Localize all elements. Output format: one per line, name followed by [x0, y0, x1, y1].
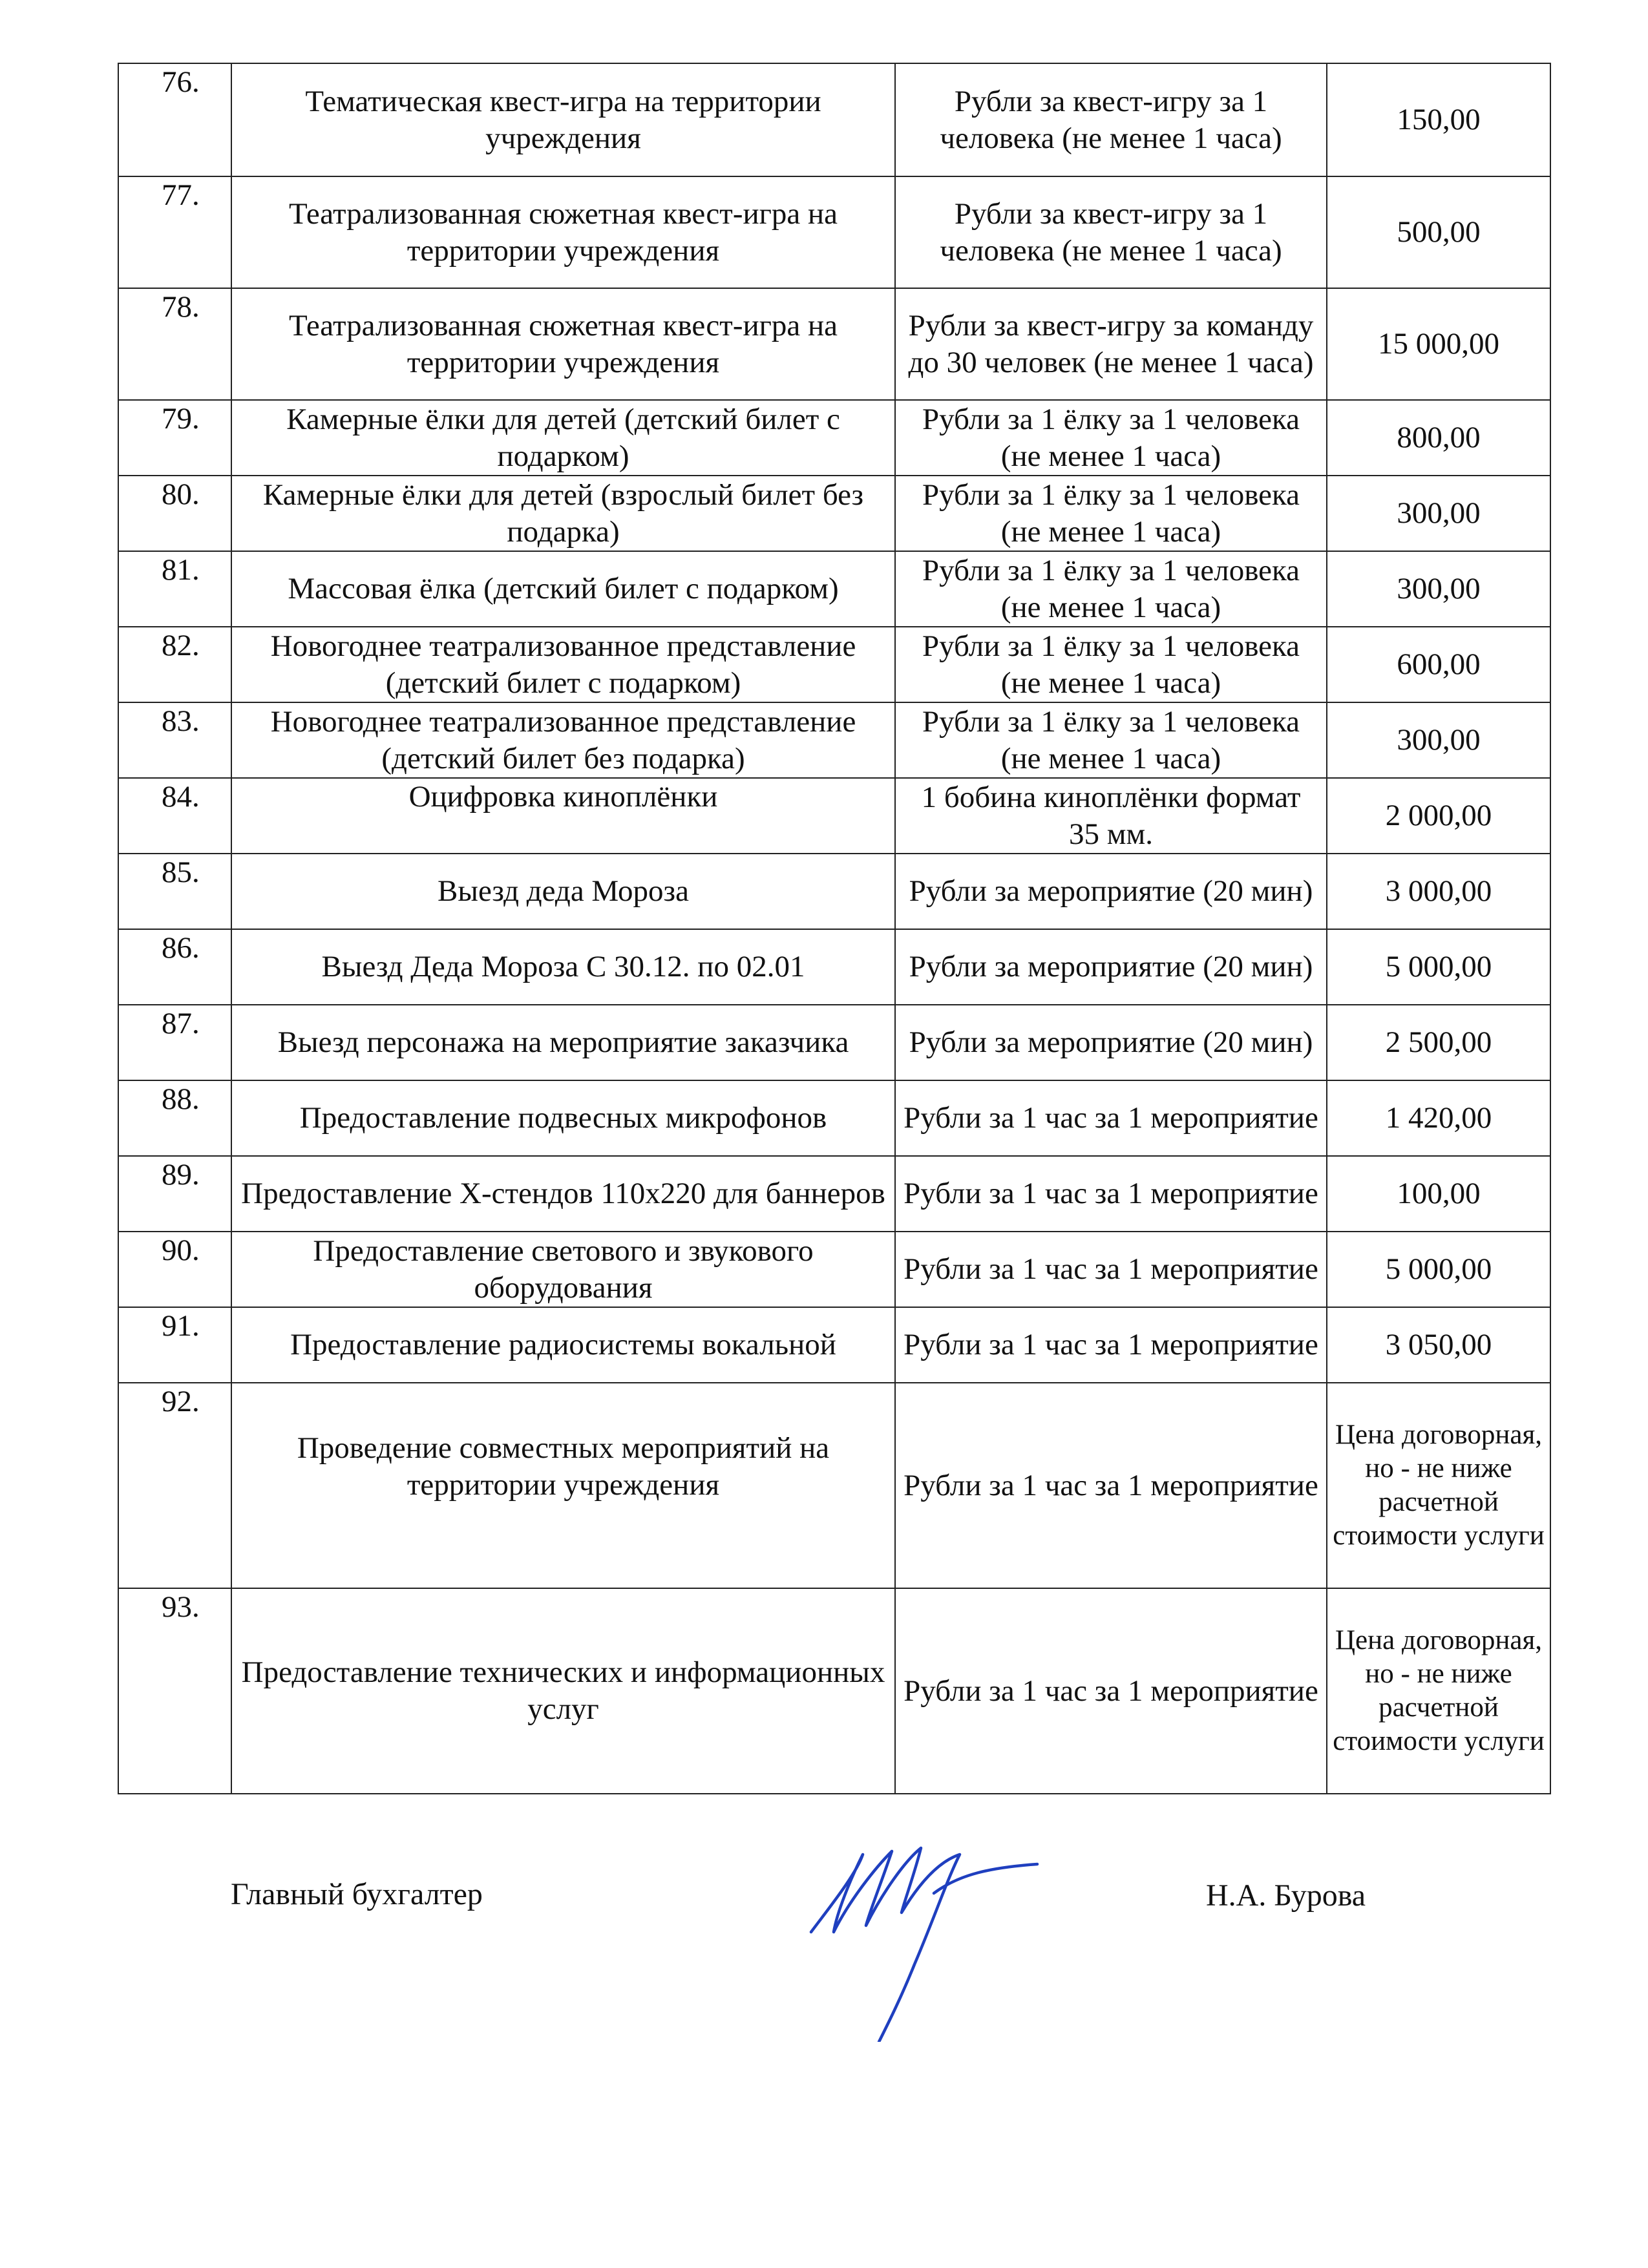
- row-number: 81.: [118, 551, 231, 627]
- table-row: [118, 1156, 1550, 1232]
- service-price: Цена договорная, но - не ниже расчетной стоимости услуги: [1327, 1383, 1550, 1588]
- row-number: 91.: [118, 1307, 231, 1383]
- table-row: [118, 400, 1550, 476]
- unit-of-measure: Рубли за 1 час за 1 мероприятие: [895, 1588, 1327, 1794]
- unit-of-measure: Рубли за 1 ёлку за 1 человека (не менее 1 часа): [895, 702, 1327, 778]
- signatory-name: Н.А. Бурова: [1206, 1878, 1366, 1913]
- table-row: [118, 1588, 1550, 1794]
- table-row: [118, 854, 1550, 929]
- service-price: 800,00: [1327, 400, 1550, 476]
- service-name: Предоставление технических и информационных услуг: [231, 1588, 895, 1794]
- service-price: 5 000,00: [1327, 929, 1550, 1005]
- signatory-role: Главный бухгалтер: [231, 1877, 483, 1911]
- service-name: Предоставление радиосистемы вокальной: [231, 1307, 895, 1383]
- table-row: [118, 627, 1550, 702]
- row-number: 88.: [118, 1080, 231, 1156]
- row-number: 82.: [118, 627, 231, 702]
- service-price: 600,00: [1327, 627, 1550, 702]
- unit-of-measure: Рубли за 1 час за 1 мероприятие: [895, 1156, 1327, 1232]
- row-number: 84.: [118, 778, 231, 854]
- row-number: 85.: [118, 854, 231, 929]
- service-price: 300,00: [1327, 551, 1550, 627]
- table-row: [118, 778, 1550, 854]
- row-number: 87.: [118, 1005, 231, 1080]
- row-number: 90.: [118, 1232, 231, 1307]
- unit-of-measure: Рубли за 1 час за 1 мероприятие: [895, 1232, 1327, 1307]
- table-row: [118, 1383, 1550, 1588]
- service-price: 2 000,00: [1327, 778, 1550, 854]
- service-price: 300,00: [1327, 476, 1550, 551]
- unit-of-measure: Рубли за мероприятие (20 мин): [895, 854, 1327, 929]
- row-number: 93.: [118, 1588, 231, 1794]
- table-row: [118, 176, 1550, 288]
- unit-of-measure: Рубли за 1 час за 1 мероприятие: [895, 1080, 1327, 1156]
- table-row: [118, 551, 1550, 627]
- unit-of-measure: Рубли за 1 ёлку за 1 человека (не менее 1 часа): [895, 400, 1327, 476]
- unit-of-measure: Рубли за мероприятие (20 мин): [895, 929, 1327, 1005]
- row-number: 80.: [118, 476, 231, 551]
- service-name: Выезд персонажа на мероприятие заказчика: [231, 1005, 895, 1080]
- table-row: [118, 1080, 1550, 1156]
- table-row: [118, 929, 1550, 1005]
- table-row: [118, 476, 1550, 551]
- unit-of-measure: Рубли за 1 час за 1 мероприятие: [895, 1307, 1327, 1383]
- service-name: Камерные ёлки для детей (детский билет с подарком): [231, 400, 895, 476]
- service-name: Проведение совместных мероприятий на территории учреждения: [231, 1383, 895, 1588]
- service-name: Массовая ёлка (детский билет с подарком): [231, 551, 895, 627]
- service-price: Цена договорная, но - не ниже расчетной стоимости услуги: [1327, 1588, 1550, 1794]
- unit-of-measure: Рубли за 1 ёлку за 1 человека (не менее 1 часа): [895, 476, 1327, 551]
- table-row: [118, 1232, 1550, 1307]
- row-number: 83.: [118, 702, 231, 778]
- service-price: 100,00: [1327, 1156, 1550, 1232]
- table-row: [118, 702, 1550, 778]
- service-name: Камерные ёлки для детей (взрослый билет без подарка): [231, 476, 895, 551]
- service-name: Выезд деда Мороза: [231, 854, 895, 929]
- service-price: 500,00: [1327, 176, 1550, 288]
- row-number: 89.: [118, 1156, 231, 1232]
- unit-of-measure: Рубли за квест-игру за 1 человека (не менее 1 часа): [895, 63, 1327, 176]
- row-number: 78.: [118, 288, 231, 400]
- unit-of-measure: Рубли за квест-игру за 1 человека (не менее 1 часа): [895, 176, 1327, 288]
- service-name: Новогоднее театрализованное представление (детский билет с подарком): [231, 627, 895, 702]
- service-price: 2 500,00: [1327, 1005, 1550, 1080]
- row-number: 79.: [118, 400, 231, 476]
- service-price: 3 050,00: [1327, 1307, 1550, 1383]
- row-number: 92.: [118, 1383, 231, 1588]
- price-table: [118, 63, 1551, 1794]
- service-price: 3 000,00: [1327, 854, 1550, 929]
- unit-of-measure: Рубли за 1 ёлку за 1 человека (не менее 1 часа): [895, 627, 1327, 702]
- service-name: Театрализованная сюжетная квест-игра на территории учреждения: [231, 176, 895, 288]
- service-name: Предоставление Х-стендов 110х220 для баннеров: [231, 1156, 895, 1232]
- service-name: Новогоднее театрализованное представление (детский билет без подарка): [231, 702, 895, 778]
- service-price: 300,00: [1327, 702, 1550, 778]
- unit-of-measure: 1 бобина киноплёнки формат 35 мм.: [895, 778, 1327, 854]
- table-row: [118, 1307, 1550, 1383]
- row-number: 86.: [118, 929, 231, 1005]
- service-price: 15 000,00: [1327, 288, 1550, 400]
- service-name: Тематическая квест-игра на территории учреждения: [231, 63, 895, 176]
- table-row: [118, 288, 1550, 400]
- table-row: [118, 1005, 1550, 1080]
- service-price: 150,00: [1327, 63, 1550, 176]
- service-name: Театрализованная сюжетная квест-игра на территории учреждения: [231, 288, 895, 400]
- handwritten-signature: [785, 1835, 1057, 2042]
- service-name: Предоставление светового и звукового оборудования: [231, 1232, 895, 1307]
- unit-of-measure: Рубли за 1 час за 1 мероприятие: [895, 1383, 1327, 1588]
- table-row: [118, 63, 1550, 176]
- service-price: 5 000,00: [1327, 1232, 1550, 1307]
- service-name: Предоставление подвесных микрофонов: [231, 1080, 895, 1156]
- unit-of-measure: Рубли за 1 ёлку за 1 человека (не менее 1 часа): [895, 551, 1327, 627]
- service-price: 1 420,00: [1327, 1080, 1550, 1156]
- service-name: Оцифровка киноплёнки: [231, 778, 895, 854]
- unit-of-measure: Рубли за мероприятие (20 мин): [895, 1005, 1327, 1080]
- service-name: Выезд Деда Мороза С 30.12. по 02.01: [231, 929, 895, 1005]
- row-number: 76.: [118, 63, 231, 176]
- unit-of-measure: Рубли за квест-игру за команду до 30 человек (не менее 1 часа): [895, 288, 1327, 400]
- row-number: 77.: [118, 176, 231, 288]
